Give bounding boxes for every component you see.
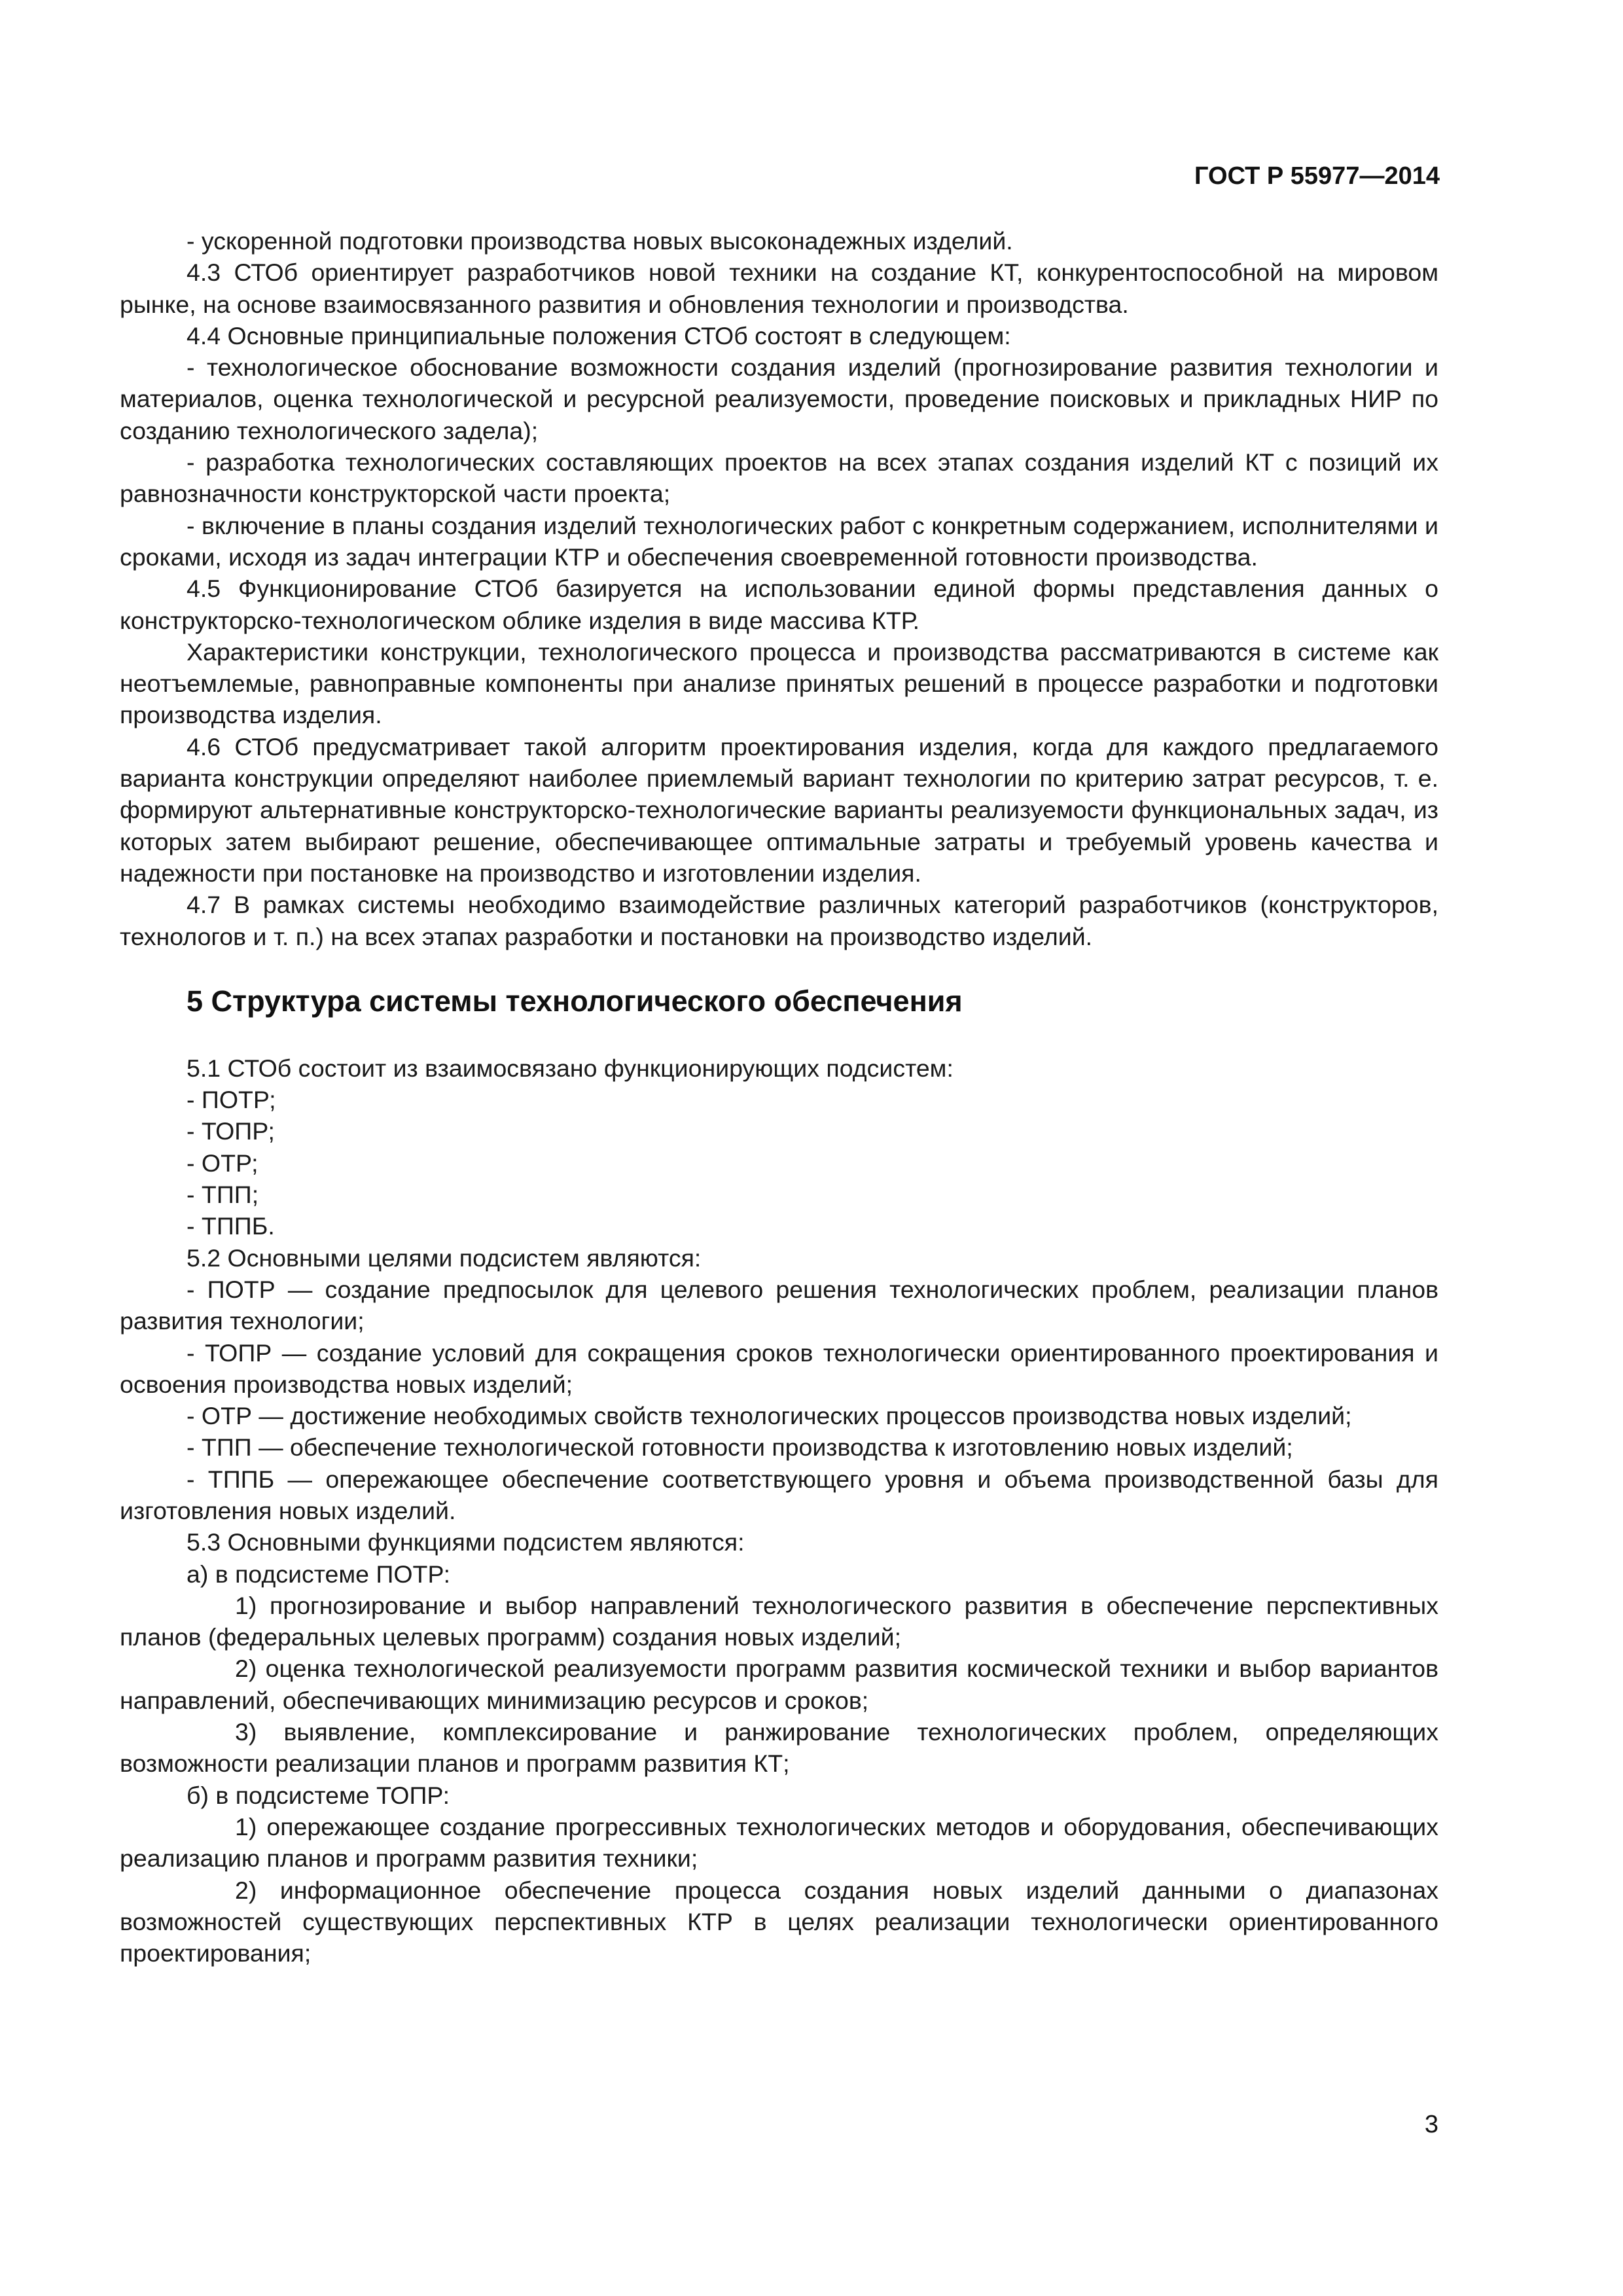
list-item: - ОТР; [187, 1149, 259, 1177]
list-item: - ТППБ. [187, 1212, 275, 1240]
numbered-item: 2) оценка технологической реализуемости программ развития космической техники и выбор вариантов направлений, обеспечивающих минимизацию ресурсов и сроков; [120, 1655, 1438, 1714]
numbered-item: 3) выявление, комплексирование и ранжирование технологических проблем, определяющих возможности реализации планов и программ развития КТ; [120, 1718, 1438, 1778]
list-item: - ТПП — обеспечение технологической готовности производства к изготовлению новых изделий; [187, 1433, 1293, 1462]
paragraph: 4.7 В рамках системы необходимо взаимодействие различных категорий разработчиков (конструкторов, технологов и т. п.) на всех этапах разработки и постановки на производство изделий. [120, 891, 1438, 950]
subsection-item: б) в подсистеме ТОПР: [187, 1781, 450, 1809]
paragraph: 5.2 Основными целями подсистем являются: [187, 1244, 702, 1272]
list-item: - ОТР — достижение необходимых свойств технологических процессов производства новых изделий; [187, 1402, 1352, 1430]
list-item: - ПОТР — создание предпосылок для целевого решения технологических проблем, реализации планов развития технологии; [120, 1275, 1438, 1335]
list-item: - ТОПР — создание условий для сокращения сроков технологически ориентированного проектирования и освоения производства новых изделий; [120, 1338, 1438, 1398]
numbered-item: 2) информационное обеспечение процесса создания новых изделий данными о диапазонах возможностей существующих перспективных КТР в целях реализации технологически ориентированного проектирования; [120, 1876, 1438, 1967]
list-item: - ТППБ — опережающее обеспечение соответствующего уровня и объема производственной базы для изготовления новых изделий. [120, 1465, 1438, 1524]
paragraph: - ускоренной подготовки производства новых высоконадежных изделий. [187, 227, 1013, 255]
paragraph: 5.1 СТОб состоит из взаимосвязано функционирующих подсистем: [187, 1054, 954, 1082]
paragraph: 4.6 СТОб предусматривает такой алгоритм проектирования изделия, когда для каждого предлагаемого варианта конструкции определяют наиболее приемлемый вариант технологии по критерию затрат ресурсов, т. е. формируют альтернативные конструкторско-технологические варианты реализуемости функциональных задач, из которых затем выбирают решение, обеспечивающее оптимальные затраты и требуемый уровень качества и надежности при постановке на производство и изготовлении изделия. [120, 732, 1438, 887]
paragraph: 5.3 Основными функциями подсистем являются: [187, 1528, 745, 1556]
paragraph: - разработка технологических составляющих проектов на всех этапах создания изделий КТ с позиций их равнозначности конструкторской части проекта; [120, 448, 1438, 508]
paragraph: 4.4 Основные принципиальные положения СТОб состоят в следующем: [187, 321, 1011, 350]
paragraph: 4.5 Функционирование СТОб базируется на использовании единой формы представления данных о конструкторско-технологическом облике изделия в виде массива КТР. [120, 575, 1438, 634]
list-item: - ТОПР; [187, 1117, 275, 1145]
paragraph: 4.3 СТОб ориентирует разработчиков новой техники на создание КТ, конкурентоспособной на мировом рынке, на основе взаимосвязанного развития и обновления технологии и производства. [120, 259, 1438, 318]
section-heading: 5 Структура системы технологического обеспечения [187, 984, 963, 1018]
list-item: - ТПП; [187, 1181, 259, 1209]
paragraph: Характеристики конструкции, технологического процесса и производства рассматриваются в системе как неотъемлемые, равноправные компоненты при анализе принятых решений в процессе разработки и подготовки производства изделия. [120, 637, 1438, 729]
paragraph: - технологическое обоснование возможности создания изделий (прогнозирование развития технологии и материалов, оценка технологической и ресурсной реализуемости, проведение поисковых и прикладных НИР по созданию технологического задела); [120, 353, 1438, 444]
document-body [120, 225, 1438, 1969]
paragraph: - включение в планы создания изделий технологических работ с конкретным содержанием, исполнителями и сроками, исходя из задач интеграции КТР и обеспечения своевременной готовности производства. [120, 511, 1438, 571]
numbered-item: 1) прогнозирование и выбор направлений технологического развития в обеспечение перспективных планов (федеральных целевых программ) создания новых изделий; [120, 1591, 1438, 1651]
subsection-item: а) в подсистеме ПОТР: [187, 1560, 451, 1588]
list-item: - ПОТР; [187, 1086, 276, 1114]
numbered-item: 1) опережающее создание прогрессивных технологических методов и оборудования, обеспечивающих реализацию планов и программ развития техники; [120, 1812, 1438, 1873]
document-code-header: ГОСТ Р 55977—2014 [1194, 162, 1440, 190]
page-number: 3 [1424, 2111, 1438, 2138]
